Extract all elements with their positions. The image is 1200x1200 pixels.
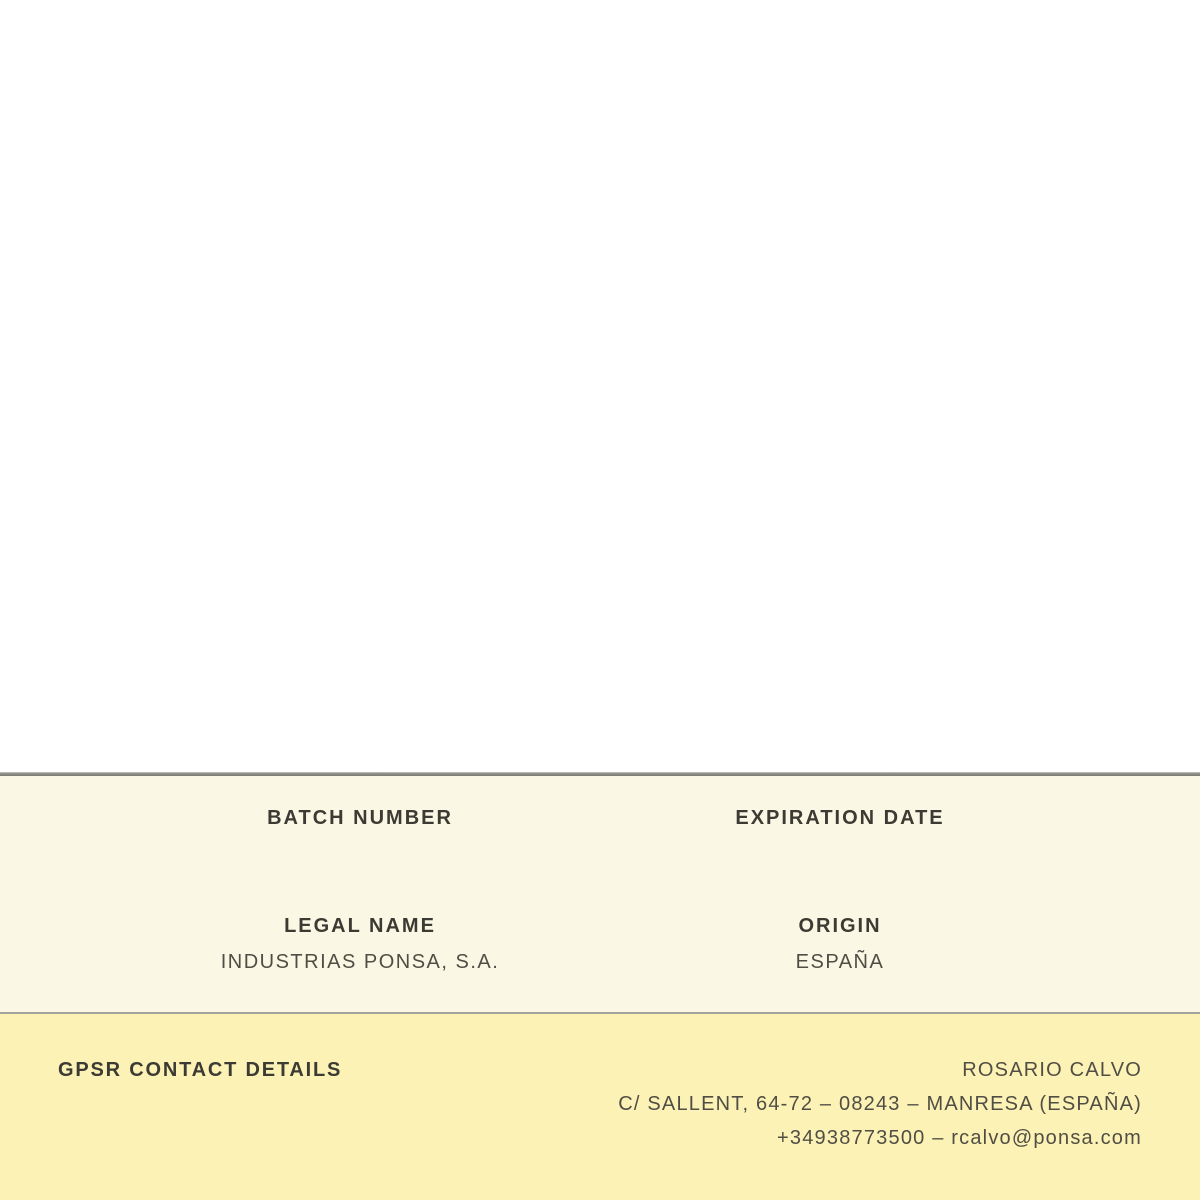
batch-number-label: BATCH NUMBER: [267, 807, 453, 829]
legal-name-value: INDUSTRIAS PONSA, S.A.: [220, 951, 500, 973]
contact-person-name: ROSARIO CALVO: [962, 1059, 1142, 1081]
gpsr-contact-info: [618, 1058, 1142, 1150]
batch-number-blank-field: [120, 830, 600, 914]
expiration-date-label: EXPIRATION DATE: [735, 807, 945, 829]
origin-value: ESPAÑA: [795, 951, 885, 973]
info-section: [0, 776, 1200, 1012]
origin-label: ORIGIN: [798, 915, 882, 937]
info-column-right: [600, 806, 1080, 1012]
expiration-date-blank-field: [600, 830, 1080, 914]
gpsr-contact-heading: GPSR CONTACT DETAILS: [58, 1059, 343, 1081]
legal-name-label: LEGAL NAME: [284, 915, 436, 937]
contact-phone-email: +34938773500 – rcalvo@ponsa.com: [777, 1127, 1142, 1149]
contact-address: C/ SALLENT, 64-72 – 08243 – MANRESA (ESPAÑA): [618, 1093, 1142, 1115]
info-column-left: [120, 806, 600, 1012]
gpsr-contact-section: [0, 1014, 1200, 1200]
